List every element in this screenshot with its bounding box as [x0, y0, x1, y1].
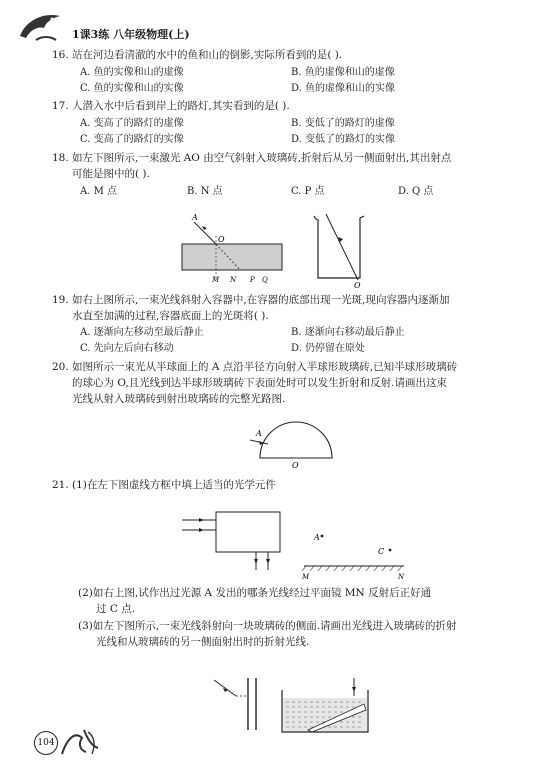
- question-17: [52, 99, 290, 114]
- question-text: 如右上图所示,一束光线斜射入容器中,在容器的底部出现一光斑,现向容器内逐渐加: [72, 294, 450, 306]
- q17-option-a: A. 变高了的路灯的虚像: [80, 118, 184, 129]
- question-number: 19.: [52, 294, 69, 306]
- label-q: Q: [262, 276, 268, 284]
- label-n: N: [230, 276, 237, 284]
- question-text: 人潜入水中后看到岸上的路灯,其实看到的是( ).: [72, 100, 290, 112]
- optical-box-figure: [176, 506, 296, 574]
- q16-option-d: D. 鱼的虚像和山的实像: [291, 83, 396, 94]
- glass-side-figure: [206, 676, 266, 732]
- q16-option-b: B. 鱼的虚像和山的虚像: [291, 67, 395, 78]
- footer-decoration-icon: [58, 726, 102, 758]
- question-19: [52, 293, 450, 308]
- q18-option-d: D. Q 点: [398, 186, 434, 197]
- q17-option-b: B. 变低了的路灯的虚像: [291, 118, 395, 129]
- question-19-cont: 水直至加满的过程,容器底面上的光斑将( ).: [72, 310, 269, 322]
- q18-option-b: B. N 点: [187, 186, 223, 197]
- question-21-part3: (3)如左下图所示,一束光线斜射向一块玻璃砖的侧面.请画出光线进入玻璃砖的折射: [78, 620, 457, 632]
- question-text: 站在河边看清澈的水中的鱼和山的倒影,实际所看到的是( ).: [72, 49, 343, 61]
- brand-title: 1课3练 八年级物理(上): [72, 28, 190, 41]
- question-text: 如左下图所示,一束激光 AO 由空气斜射入玻璃砖,折射后从另一侧面射出,其出射点: [72, 152, 452, 164]
- q19-option-c: C. 先向左后向右移动: [80, 343, 174, 354]
- question-21-part3-cont: 光线和从玻璃砖的另一侧面射出时的折射光线.: [96, 636, 310, 648]
- question-20-cont2: 光线从射入玻璃砖到射出玻璃砖的完整光路图.: [72, 393, 286, 405]
- question-number: 18.: [52, 152, 69, 164]
- question-20-cont1: 的球心为 O,且光线到达半球形玻璃砖下表面处时可以发生折射和反射.请画出这束: [72, 377, 448, 389]
- hemisphere-figure: [246, 414, 346, 470]
- label-a: A: [192, 213, 198, 222]
- question-number: 20.: [52, 361, 69, 373]
- q18-option-c: C. P 点: [291, 186, 325, 197]
- question-number: 16.: [52, 49, 69, 61]
- label-o2: O: [354, 281, 361, 290]
- question-number: 17.: [52, 100, 69, 112]
- label-o: O: [292, 461, 299, 470]
- q17-option-c: C. 变高了的路灯的实像: [80, 134, 184, 145]
- question-18: [52, 151, 451, 166]
- page-number: 104: [34, 731, 58, 755]
- label-a: A: [314, 533, 320, 542]
- q16-option-c: C. 鱼的实像和山的实像: [80, 83, 184, 94]
- question-20: [52, 360, 457, 375]
- question-18-cont: 可能是图中的( ).: [72, 168, 150, 180]
- label-p: P: [250, 276, 255, 284]
- plane-mirror-figure: [298, 528, 416, 580]
- beaker-figure: [308, 206, 378, 290]
- label-n: N: [398, 573, 405, 580]
- dolphin-logo-icon: [16, 6, 76, 46]
- glass-brick-figure: [176, 208, 288, 288]
- label-c: C: [378, 547, 385, 556]
- label-m: M: [302, 573, 310, 580]
- question-text: 如图所示一束光从半球面上的 A 点沿半径方向射入半球形玻璃砖,已知半球形玻璃砖: [72, 361, 458, 373]
- water-tank-figure: [278, 676, 374, 736]
- q19-option-d: D. 仍停留在原处: [291, 343, 366, 354]
- question-21: [52, 478, 276, 493]
- question-21-part2-cont: 过 C 点.: [96, 603, 136, 615]
- label-m: M: [212, 276, 220, 284]
- question-16: [52, 48, 342, 63]
- question-text: (1)在左下图虚线方框中填上适当的光学元件: [72, 479, 276, 491]
- question-number: 21.: [52, 479, 69, 491]
- question-21-part2: (2)如右上图,试作出过光源 A 发出的哪条光线经过平面镜 MN 反射后正好通: [78, 587, 432, 599]
- q17-option-d: D. 变低了的路灯的实像: [291, 134, 396, 145]
- q19-option-b: B. 逐渐向右移动最后静止: [291, 327, 405, 338]
- q19-option-a: A. 逐渐向左移动至最后静止: [80, 327, 204, 338]
- q16-option-a: A. 鱼的实像和山的虚像: [80, 67, 184, 78]
- label-o: O: [218, 235, 225, 244]
- label-a: A: [256, 429, 262, 438]
- page-header: [16, 6, 536, 46]
- q18-option-a: A. M 点: [80, 186, 117, 197]
